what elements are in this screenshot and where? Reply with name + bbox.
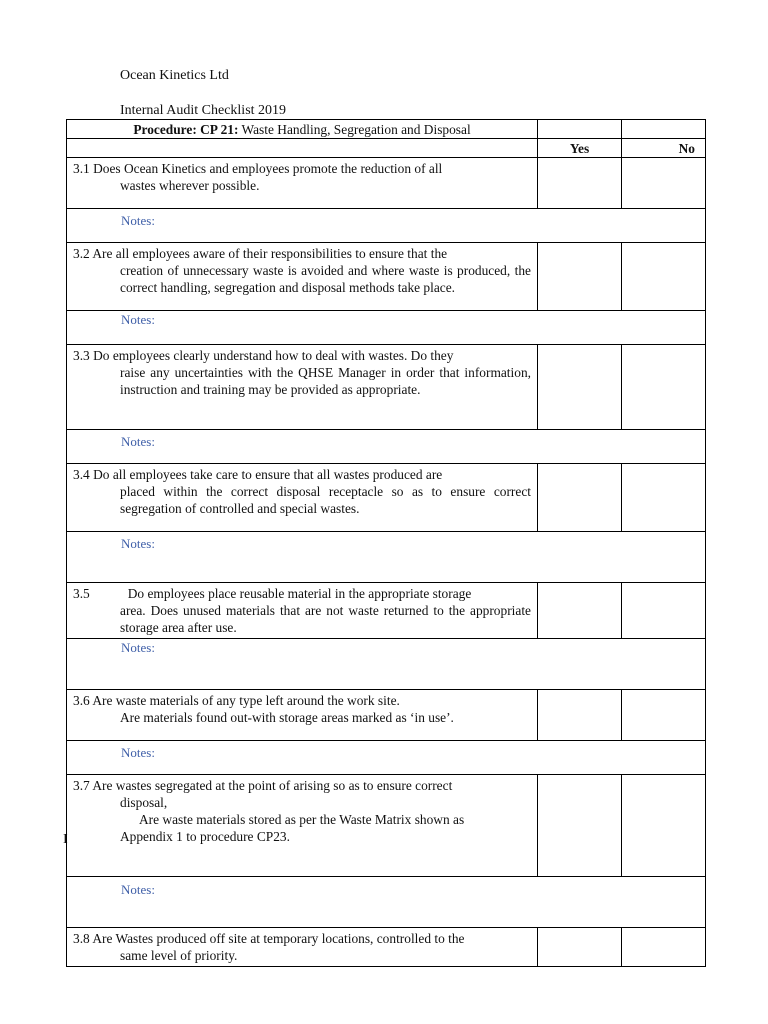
no-checkbox-cell[interactable] [622,690,706,741]
question-text: Are Wastes produced off site at temporary locations, controlled to the [92,931,465,946]
notes-row [67,877,706,928]
notes-cell[interactable] [67,311,706,345]
notes-row [67,311,706,345]
question-number: 3.8 [73,931,90,946]
no-checkbox-cell[interactable] [622,775,706,877]
notes-label: Notes: [121,312,155,327]
question-text-continued: disposal, [120,795,168,810]
question-text: Are wastes segregated at the point of arising so as to ensure correct [92,778,453,793]
question-text-continued: area. Does unused materials that are not waste returned to the appropriate storage area after use. [120,603,531,635]
question-text-continued: same level of priority. [120,948,238,963]
column-header-blank [67,139,538,158]
question-row [67,928,706,967]
yes-checkbox-cell[interactable] [538,928,622,967]
column-header-row [67,139,706,158]
question-text-extra-2: Appendix 1 to procedure CP23. [120,829,290,844]
yes-checkbox-cell[interactable] [538,345,622,430]
question-number: 3.2 [73,246,90,261]
question-cell [67,775,538,877]
question-row [67,464,706,532]
question-cell [67,928,538,967]
question-text-continued: placed within the correct disposal receptacle so as to ensure correct segregation of controlled and special wastes. [120,484,531,516]
yes-checkbox-cell[interactable] [538,583,622,639]
procedure-header-row [67,120,706,139]
question-text: Do all employees take care to ensure that all wastes produced are [93,467,443,482]
question-cell [67,690,538,741]
notes-cell[interactable] [67,639,706,690]
notes-cell[interactable] [67,532,706,583]
question-cell [67,583,538,639]
notes-label: Notes: [121,434,155,449]
question-row [67,583,706,639]
question-number: 3.3 [73,348,90,363]
notes-row [67,741,706,775]
question-cell [67,464,538,532]
yes-checkbox-cell[interactable] [538,775,622,877]
question-row [67,690,706,741]
notes-cell[interactable] [67,430,706,464]
yes-checkbox-cell[interactable] [538,243,622,311]
question-row [67,345,706,430]
no-checkbox-cell[interactable] [622,345,706,430]
procedure-label: Procedure: CP 21: [133,122,239,137]
notes-label: Notes: [121,882,155,897]
notes-row [67,430,706,464]
document-title: Internal Audit Checklist 2019 [120,103,287,118]
question-text: Are waste materials of any type left around the work site. [92,693,400,708]
no-checkbox-cell[interactable] [622,158,706,209]
no-column-header: No [622,139,706,158]
question-cell [67,243,538,311]
question-text: Do employees clearly understand how to deal with wastes. Do they [93,348,454,363]
yes-checkbox-cell[interactable] [538,464,622,532]
question-row [67,243,706,311]
question-number: 3.4 [73,467,90,482]
notes-label: Notes: [121,536,155,551]
notes-cell[interactable] [67,209,706,243]
notes-label: Notes: [121,213,155,228]
question-row [67,775,706,877]
yes-checkbox-cell[interactable] [538,690,622,741]
notes-cell[interactable] [67,877,706,928]
question-cell [67,158,538,209]
question-text: Are all employees aware of their responsibilities to ensure that the [92,246,448,261]
notes-row [67,209,706,243]
notes-label: Notes: [121,640,155,655]
question-text-continued: raise any uncertainties with the QHSE Manager in order that information, instruction and training may be provided as appropriate. [120,365,531,397]
no-checkbox-cell[interactable] [622,583,706,639]
notes-row [67,532,706,583]
notes-row [67,639,706,690]
question-number: 3.5 [73,586,90,601]
no-checkbox-cell[interactable] [622,243,706,311]
yes-column-header: Yes [538,139,622,158]
question-cell [67,345,538,430]
procedure-name: Waste Handling, Segregation and Disposal [241,122,471,137]
question-number: 3.7 [73,778,90,793]
no-checkbox-cell[interactable] [622,464,706,532]
procedure-header-cell [67,120,538,139]
question-number: 3.1 [73,161,90,176]
question-text: Do employees place reusable material in the appropriate storage [127,586,472,601]
procedure-header-blank [538,120,622,139]
question-text: Does Ocean Kinetics and employees promote the reduction of all [93,161,443,176]
no-checkbox-cell[interactable] [622,928,706,967]
yes-checkbox-cell[interactable] [538,158,622,209]
question-row [67,158,706,209]
notes-label: Notes: [121,745,155,760]
question-text-continued: Are materials found out-with storage areas marked as ‘in use’. [120,710,454,725]
procedure-header-blank-2 [622,120,706,139]
question-text-continued: creation of unnecessary waste is avoided and where waste is produced, the correct handling, segregation and disposal methods take place. [120,263,531,295]
question-number: 3.6 [73,693,90,708]
company-name: Ocean Kinetics Ltd [120,68,229,83]
question-text-extra: Are waste materials stored as per the Waste Matrix shown as [139,812,465,827]
stray-margin-mark: I [63,832,68,847]
audit-checklist-table [66,119,706,967]
notes-cell[interactable] [67,741,706,775]
question-text-continued: wastes wherever possible. [120,178,260,193]
